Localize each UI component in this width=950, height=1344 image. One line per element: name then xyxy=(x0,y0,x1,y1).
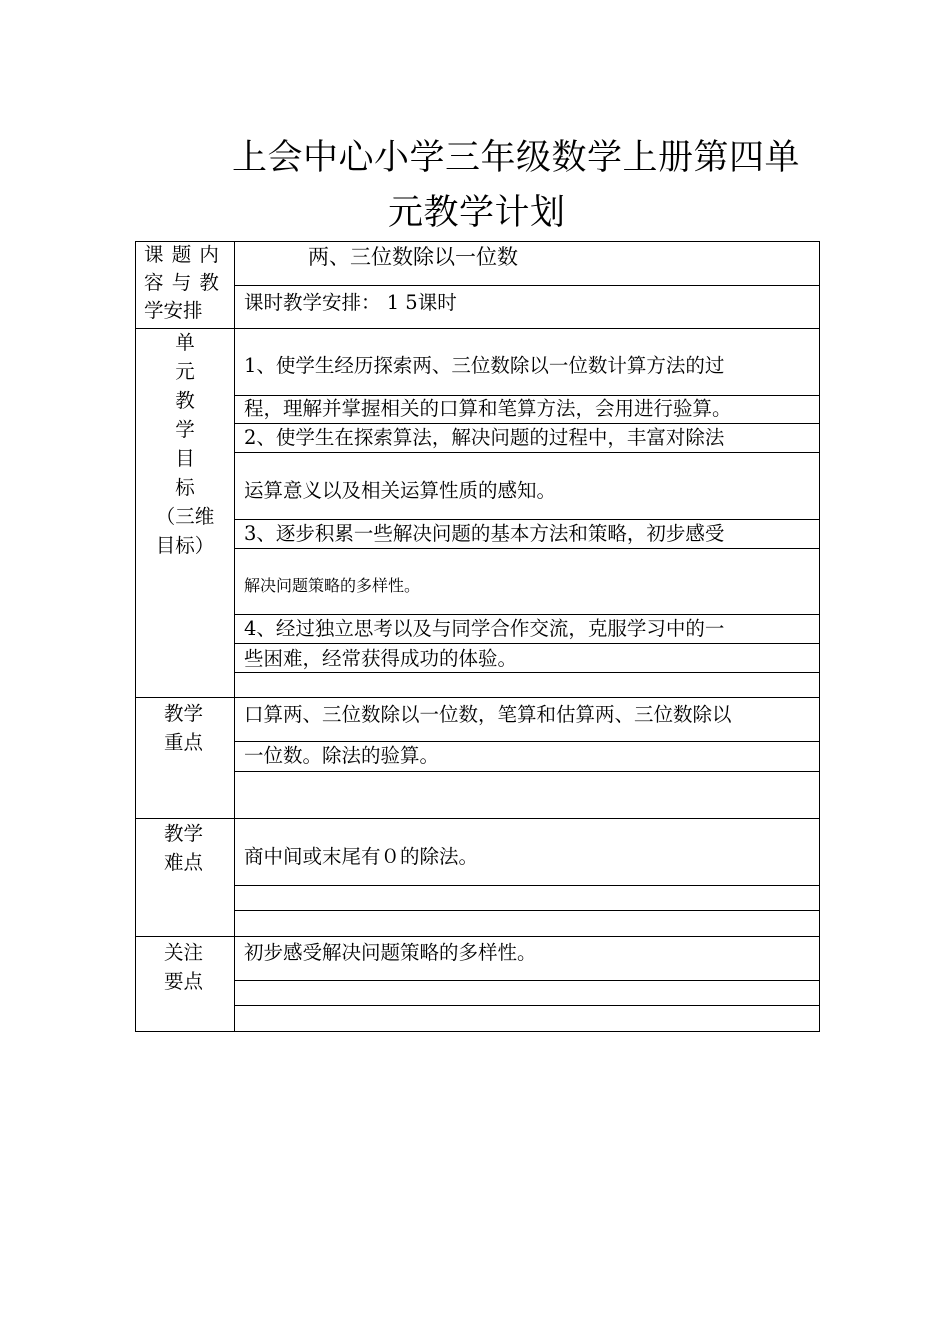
difficulties-label-line2: 难点 xyxy=(164,851,204,874)
row-divider xyxy=(234,1005,820,1006)
key-point-line: 一位数。除法的验算。 xyxy=(244,744,440,767)
label-topic-line2: 容 与 教 xyxy=(144,271,219,294)
label-topic-line3: 学安排 xyxy=(144,299,203,322)
goals-label-char: 元 xyxy=(175,360,195,383)
difficulty-line: 商中间或末尾有０的除法。 xyxy=(244,845,479,868)
hours-value: 课时教学安排： 1 5课时 xyxy=(244,291,457,314)
goal-line: 2、使学生在探索算法，解决问题的过程中，丰富对除法 xyxy=(244,426,725,449)
row-divider xyxy=(234,614,820,615)
row-divider xyxy=(234,771,820,772)
row-divider xyxy=(234,452,820,453)
table-column-divider xyxy=(234,241,235,1032)
section-divider xyxy=(135,328,820,329)
focus-label-line1: 关注 xyxy=(164,941,204,964)
goal-line: 些困难，经常获得成功的体验。 xyxy=(244,647,518,670)
section-divider xyxy=(135,697,820,698)
focus-line: 初步感受解决问题策略的多样性。 xyxy=(244,941,537,964)
focus-label-line2: 要点 xyxy=(164,970,204,993)
row-divider xyxy=(234,423,820,424)
row-divider xyxy=(234,643,820,644)
section-divider xyxy=(135,936,820,937)
goals-label-char: 标 xyxy=(175,476,195,499)
row-divider xyxy=(234,980,820,981)
row-divider xyxy=(234,672,820,673)
document-title-line1: 上会中心小学三年级数学上册第四单 xyxy=(232,138,801,178)
difficulties-label-line1: 教学 xyxy=(164,822,204,845)
goals-label-char: 学 xyxy=(175,418,195,441)
row-divider xyxy=(234,548,820,549)
goal-line: 1、使学生经历探索两、三位数除以一位数计算方法的过 xyxy=(244,354,725,377)
goal-line: 运算意义以及相关运算性质的感知。 xyxy=(244,479,557,502)
row-divider xyxy=(234,741,820,742)
document-title-line2: 元教学计划 xyxy=(388,193,566,233)
row-divider xyxy=(234,910,820,911)
row-divider xyxy=(234,519,820,520)
table-border-top xyxy=(135,241,820,242)
row-divider xyxy=(234,885,820,886)
key-points-label-line2: 重点 xyxy=(164,731,204,754)
goal-line: 3、逐步积累一些解决问题的基本方法和策略，初步感受 xyxy=(244,522,725,545)
goals-label-char: 教 xyxy=(175,389,195,412)
goal-line: 程，理解并掌握相关的口算和笔算方法，会用进行验算。 xyxy=(244,397,732,420)
goals-label-char: 目 xyxy=(175,447,195,470)
goals-label-char: 单 xyxy=(175,331,195,354)
key-points-label-line1: 教学 xyxy=(164,702,204,725)
table-border-right xyxy=(819,241,820,1032)
goals-label-char: 目标） xyxy=(155,534,215,557)
row-divider xyxy=(234,285,820,286)
label-topic-line1: 课 题 内 xyxy=(144,243,219,266)
goal-line: 解决问题策略的多样性。 xyxy=(244,576,421,595)
section-divider xyxy=(135,818,820,819)
goals-label-char: （三维 xyxy=(155,505,215,528)
table-border-bottom xyxy=(135,1031,820,1032)
goal-line: 4、经过独立思考以及与同学合作交流，克服学习中的一 xyxy=(244,617,725,640)
topic-value: 两、三位数除以一位数 xyxy=(308,245,518,269)
row-divider xyxy=(234,395,820,396)
key-point-line: 口算两、三位数除以一位数，笔算和估算两、三位数除以 xyxy=(244,703,732,726)
